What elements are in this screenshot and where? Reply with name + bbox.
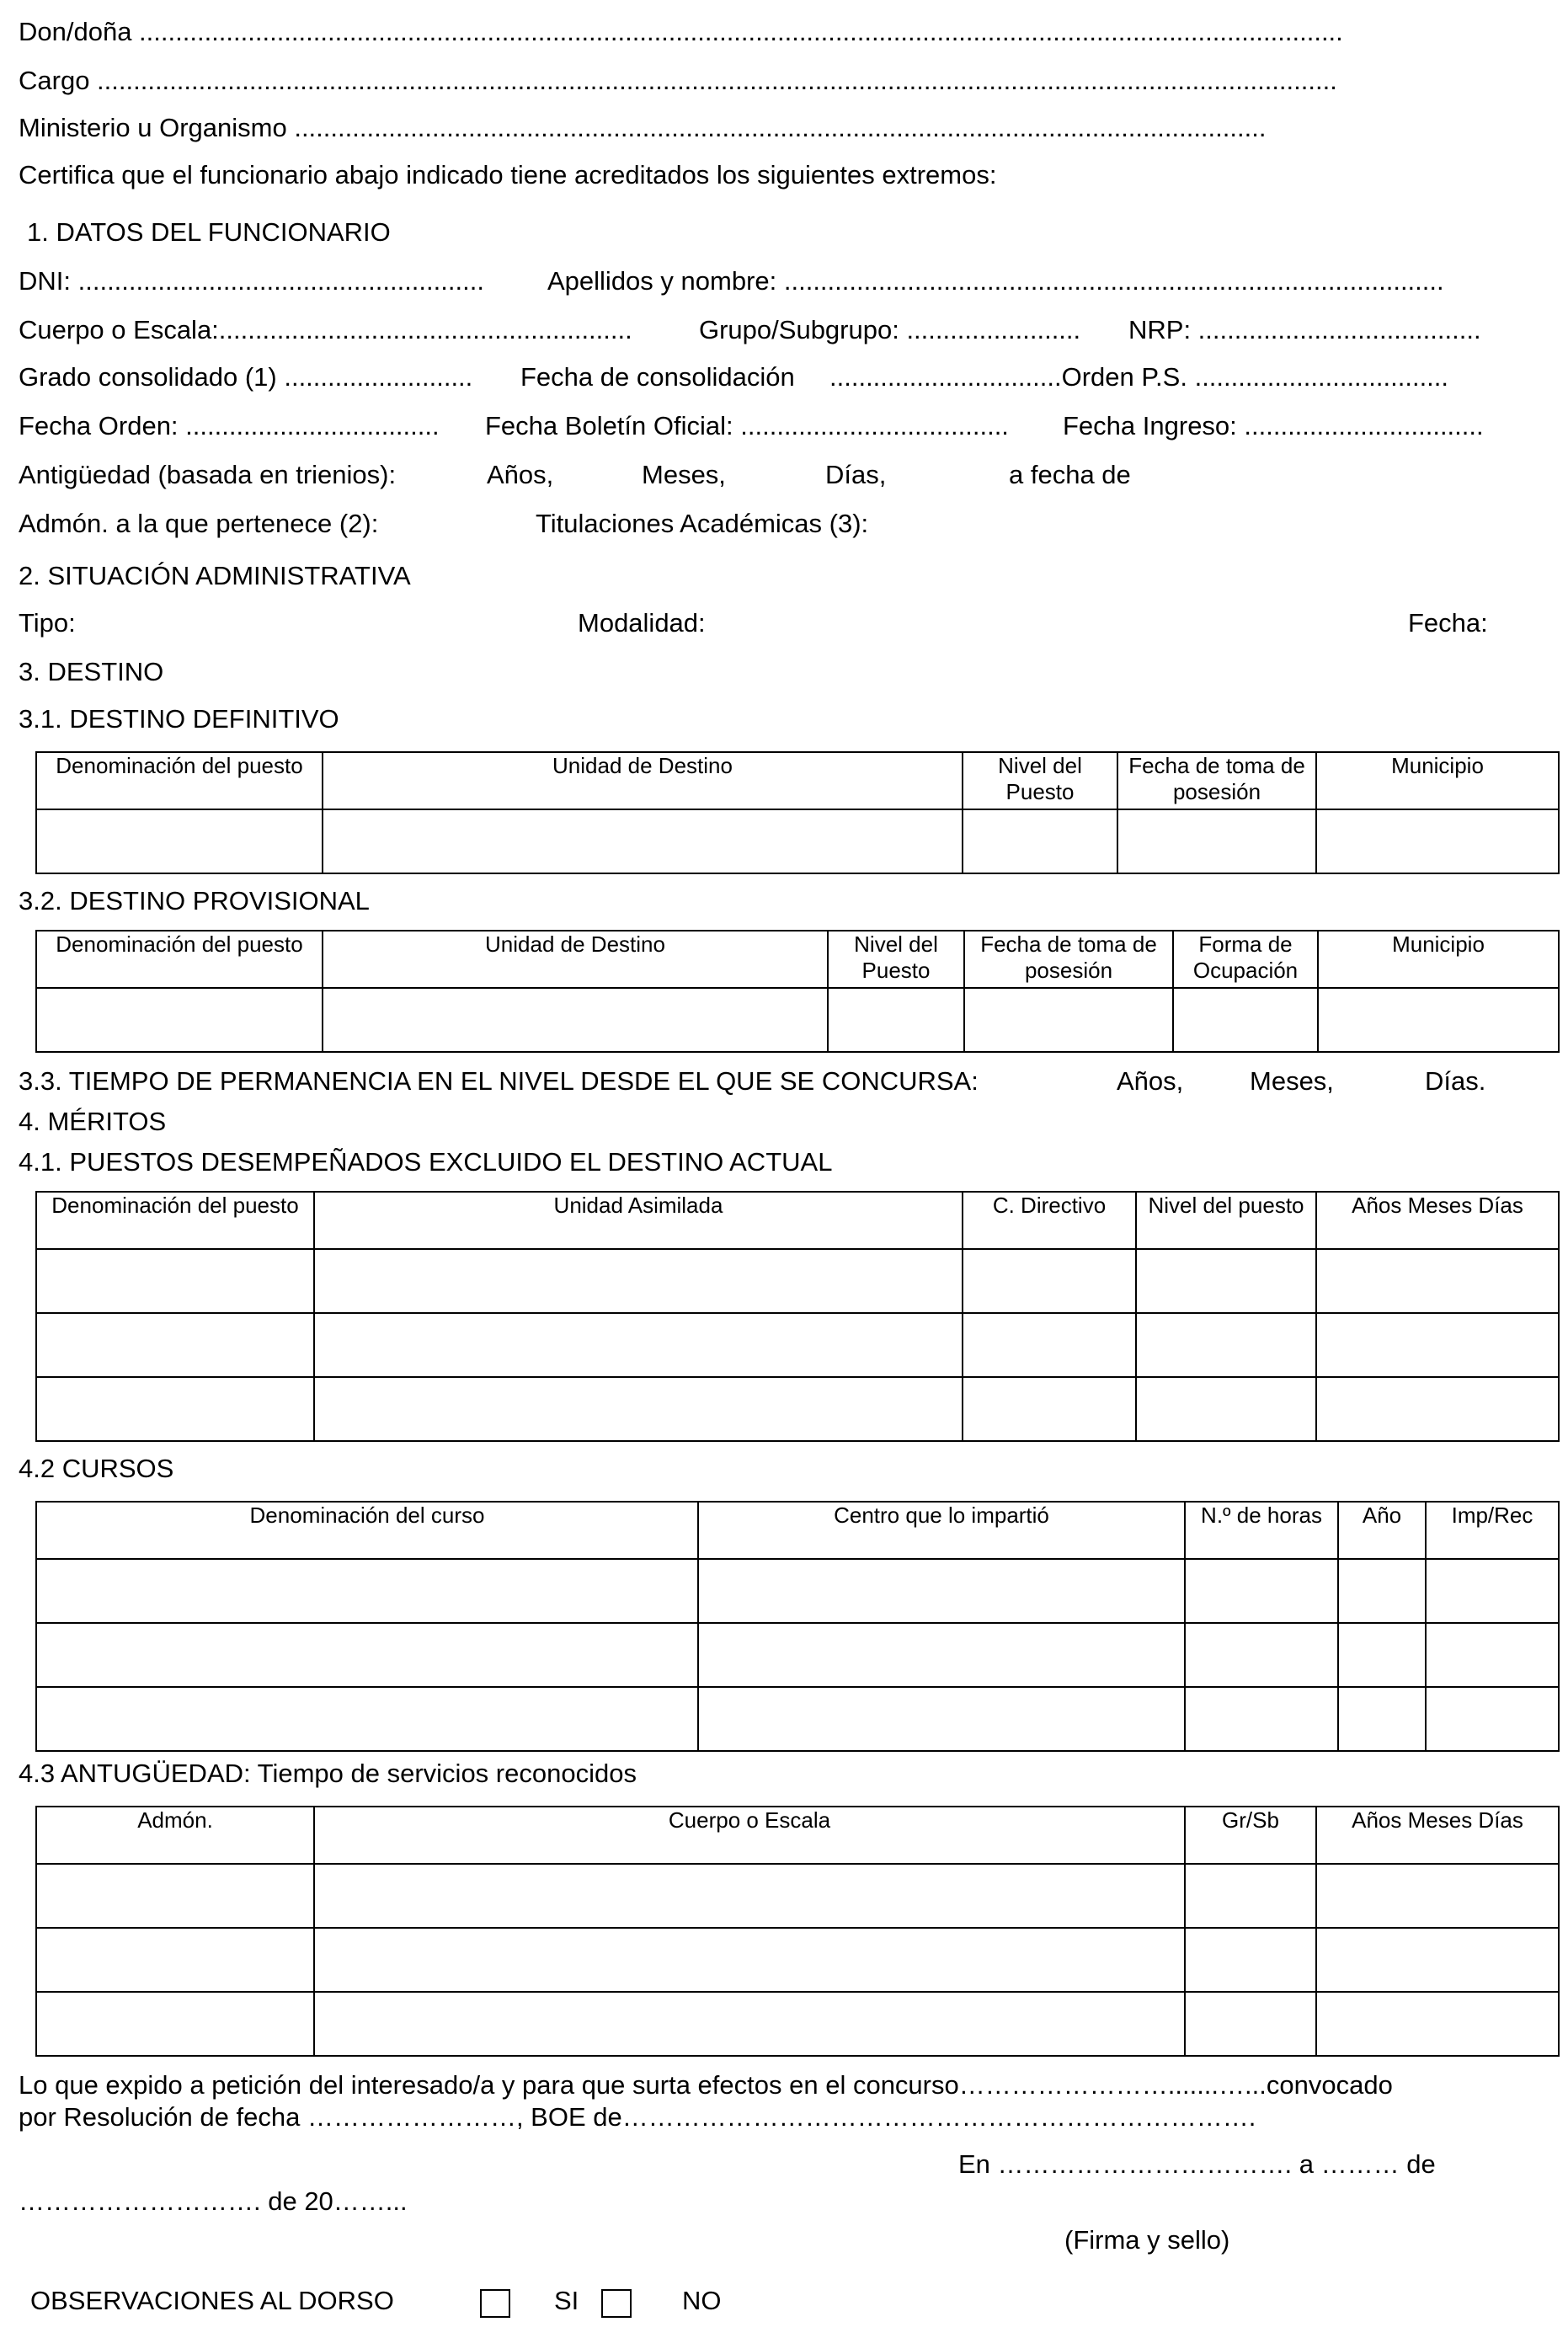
expido-line-2: por Resolución de fecha ……………………, BOE de………………………………………………………………. [19,2102,1256,2132]
antiguedad-meses-label: Meses, [642,460,726,489]
permanencia-meses-label: Meses, [1250,1066,1334,1096]
fecha-label: Fecha: [1408,608,1488,638]
puestos-desempenados-table [35,1191,1560,1442]
antiguedad-anos-label: Años, [487,460,554,489]
table-row [36,1313,1559,1377]
observaciones-label: OBSERVACIONES AL DORSO [30,2286,394,2315]
table-header: Años Meses Días [1316,1807,1559,1864]
table-header: Denominación del puesto [36,752,323,809]
fecha-20-field[interactable]: ………………………. de 20……... [19,2186,408,2216]
table-cell[interactable] [963,1249,1136,1313]
grupo-field[interactable]: Grupo/Subgrupo: ........................ [699,315,1081,344]
table-cell[interactable] [314,1864,1185,1928]
table-cell[interactable] [314,1377,963,1441]
table-cell[interactable] [36,1687,698,1751]
table-cell[interactable] [1185,1623,1338,1687]
table-cell[interactable] [1316,1377,1559,1441]
table-cell[interactable] [36,1559,698,1623]
tipo-label: Tipo: [19,608,76,638]
ministerio-field[interactable]: Ministerio u Organismo ...................................................................................................................................... [19,113,1267,142]
cargo-field[interactable]: Cargo ........................................................................................................................................................................... [19,66,1337,95]
table-cell[interactable] [1338,1623,1426,1687]
table-cell[interactable] [1338,1559,1426,1623]
table-header: Denominación del curso [36,1502,698,1559]
section43-title: 4.3 ANTUGÜEDAD: Tiempo de servicios reconocidos [19,1759,637,1788]
table-header: Unidad de Destino [323,931,828,988]
grado-field[interactable]: Grado consolidado (1) .......................... [19,362,473,392]
nrp-field[interactable]: NRP: ....................................... [1128,315,1481,344]
section33-title: 3.3. TIEMPO DE PERMANENCIA EN EL NIVEL DESDE EL QUE SE CONCURSA: [19,1066,979,1096]
table-cell[interactable] [963,1313,1136,1377]
table-header: Denominación del puesto [36,1192,314,1249]
table-cell[interactable] [964,988,1173,1052]
table-row [36,1249,1559,1313]
table-header: Fecha de toma de posesión [1117,752,1316,809]
table-header: Imp/Rec [1426,1502,1559,1559]
destino-definitivo-table [35,751,1560,874]
table-header: Unidad de Destino [323,752,963,809]
table-cell[interactable] [1185,1687,1338,1751]
permanencia-anos-label: Años, [1117,1066,1184,1096]
fecha-orden-field[interactable]: Fecha Orden: ................................... [19,411,440,440]
table-cell[interactable] [1316,1864,1559,1928]
admon-label: Admón. a la que pertenece (2): [19,509,379,538]
table-cell[interactable] [36,1313,314,1377]
table-cell[interactable] [1185,1992,1316,2056]
a-fecha-label: a fecha de [1009,460,1131,489]
don-dona-field[interactable]: Don/doña ...................................................................................................................................................................... [19,17,1343,46]
table-header: Nivel del Puesto [963,752,1117,809]
table-header: Cuerpo o Escala [314,1807,1185,1864]
table-header: Centro que lo impartió [698,1502,1185,1559]
table-cell[interactable] [828,988,964,1052]
table-cell[interactable] [1136,1377,1316,1441]
table-cell[interactable] [36,1623,698,1687]
table-cell[interactable] [1136,1313,1316,1377]
table-cell[interactable] [36,988,323,1052]
section32-title: 3.2. DESTINO PROVISIONAL [19,886,370,915]
cuerpo-field[interactable]: Cuerpo o Escala:......................................................... [19,315,632,344]
table-row [36,1928,1559,1992]
table-cell[interactable] [314,1249,963,1313]
table-cell[interactable] [1117,809,1316,873]
table-cell[interactable] [314,1992,1185,2056]
table-cell[interactable] [323,809,963,873]
table-cell[interactable] [1173,988,1318,1052]
expido-line-1: Lo que expido a petición del interesado/a y para que surta efectos en el concurso…………………….......…...convocado [19,2070,1393,2100]
antiguedad-label: Antigüedad (basada en trienios): [19,460,397,489]
section4-title: 4. MÉRITOS [19,1107,167,1136]
table-cell[interactable] [963,1377,1136,1441]
firma-sello-label: (Firma y sello) [1064,2225,1230,2255]
table-row [36,1864,1559,1928]
en-lugar-field[interactable]: En ……………………………. a ……… de [958,2149,1436,2179]
table-cell[interactable] [1316,1928,1559,1992]
table-header: Municipio [1316,752,1559,809]
table-cell[interactable] [963,809,1117,873]
apellidos-field[interactable]: Apellidos y nombre: ........................................................................................... [547,266,1444,296]
table-cell[interactable] [1426,1623,1559,1687]
table-cell[interactable] [1316,1249,1559,1313]
table-row [36,1623,1559,1687]
table-row [36,1377,1559,1441]
table-header: Municipio [1318,931,1559,988]
table-cell[interactable] [36,1928,314,1992]
table-cell[interactable] [36,1249,314,1313]
table-cell[interactable] [698,1559,1185,1623]
si-label: SI [554,2286,579,2315]
no-checkbox[interactable] [601,2289,632,2318]
section31-title: 3.1. DESTINO DEFINITIVO [19,704,339,734]
fecha-consolidacion-label: Fecha de consolidación [520,362,795,392]
section42-title: 4.2 CURSOS [19,1454,174,1483]
table-cell[interactable] [1316,1313,1559,1377]
table-cell[interactable] [1185,1864,1316,1928]
table-header: Año [1338,1502,1426,1559]
table-cell[interactable] [1316,1992,1559,2056]
section1-title: 1. DATOS DEL FUNCIONARIO [27,217,391,247]
table-cell[interactable] [36,1992,314,2056]
table-cell[interactable] [1318,988,1559,1052]
table-cell[interactable] [323,988,828,1052]
table-cell[interactable] [1426,1559,1559,1623]
table-header: Gr/Sb [1185,1807,1316,1864]
table-cell[interactable] [1136,1249,1316,1313]
cursos-table [35,1501,1560,1752]
table-header: Unidad Asimilada [314,1192,963,1249]
fecha-ingreso-field[interactable]: Fecha Ingreso: ................................. [1063,411,1484,440]
antiguedad-table [35,1806,1560,2057]
table-cell[interactable] [698,1623,1185,1687]
section41-title: 4.1. PUESTOS DESEMPEÑADOS EXCLUIDO EL DESTINO ACTUAL [19,1147,833,1177]
table-header: Nivel del Puesto [828,931,964,988]
certifica-text: Certifica que el funcionario abajo indicado tiene acreditados los siguientes extremos: [19,160,997,189]
table-cell[interactable] [36,1377,314,1441]
table-cell[interactable] [1185,1928,1316,1992]
table-header: Admón. [36,1807,314,1864]
table-header: N.º de horas [1185,1502,1338,1559]
table-header: C. Directivo [963,1192,1136,1249]
permanencia-dias-label: Días. [1425,1066,1486,1096]
dni-field[interactable]: DNI: ........................................................ [19,266,484,296]
table-row [36,809,1559,873]
table-row [36,988,1559,1052]
table-cell[interactable] [698,1687,1185,1751]
modalidad-label: Modalidad: [578,608,706,638]
no-label: NO [682,2286,722,2315]
table-cell[interactable] [36,1864,314,1928]
table-header: Nivel del puesto [1136,1192,1316,1249]
destino-provisional-table [35,930,1560,1053]
table-header: Denominación del puesto [36,931,323,988]
section3-title: 3. DESTINO [19,657,164,686]
antiguedad-dias-label: Días, [825,460,887,489]
table-cell[interactable] [1316,809,1559,873]
fecha-consolidacion-field[interactable]: ................................Orden P.S. ................................... [829,362,1449,392]
table-cell[interactable] [1185,1559,1338,1623]
si-checkbox[interactable] [480,2289,510,2318]
table-header: Forma de Ocupación [1173,931,1318,988]
table-cell[interactable] [36,809,323,873]
fecha-boletin-field[interactable]: Fecha Boletín Oficial: ..................................... [485,411,1009,440]
table-header: Años Meses Días [1316,1192,1559,1249]
table-header: Fecha de toma de posesión [964,931,1173,988]
table-row [36,1559,1559,1623]
table-row [36,1992,1559,2056]
table-cell[interactable] [1426,1687,1559,1751]
section2-title: 2. SITUACIÓN ADMINISTRATIVA [19,561,411,590]
table-cell[interactable] [314,1928,1185,1992]
table-cell[interactable] [314,1313,963,1377]
table-cell[interactable] [1338,1687,1426,1751]
titulaciones-label: Titulaciones Académicas (3): [536,509,869,538]
table-row [36,1687,1559,1751]
